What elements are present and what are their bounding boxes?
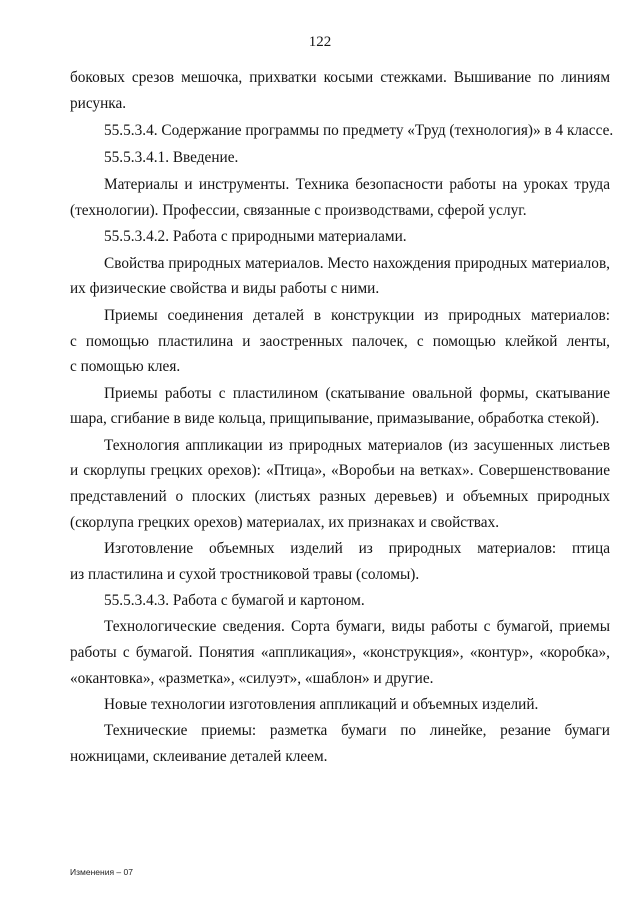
text-line: (технологии). Профессии, связанные с производствами, сферой услуг.: [70, 202, 527, 219]
text-line: Свойства природных материалов. Место нахождения природных материалов,: [104, 255, 610, 272]
text-line: с помощью клея.: [70, 358, 181, 375]
text-line: рисунка.: [70, 95, 127, 112]
text-line: их физические свойства и виды работы с ними.: [70, 280, 380, 297]
text-line: Технические приемы: разметка бумаги по линейке, резание бумаги: [104, 722, 610, 739]
section-heading: 55.5.3.4.2. Работа с природными материалами.: [104, 228, 407, 245]
footer-note: Изменения – 07: [70, 867, 133, 877]
text-line: шара, сгибание в виде кольца, прищипывание, примазывание, обработка стекой).: [70, 410, 600, 427]
text-line: с помощью пластилина и заостренных палочек, с помощью клейкой ленты,: [70, 333, 610, 350]
page-number: 122: [308, 34, 332, 50]
text-line: Приемы соединения деталей в конструкции из природных материалов:: [104, 307, 610, 324]
section-heading: 55.5.3.4. Содержание программы по предмету «Труд (технология)» в 4 классе.: [104, 122, 614, 139]
text-line: боковых срезов мешочка, прихватки косыми стежками. Вышивание по линиям: [70, 69, 610, 86]
text-line: из пластилина и сухой тростниковой травы (соломы).: [70, 566, 420, 583]
text-line: Технология аппликации из природных материалов (из засушенных листьев: [104, 437, 610, 454]
text-line: Материалы и инструменты. Техника безопасности работы на уроках труда: [104, 176, 610, 193]
section-heading: 55.5.3.4.3. Работа с бумагой и картоном.: [104, 592, 365, 609]
text-line: Новые технологии изготовления аппликаций и объемных изделий.: [104, 696, 539, 713]
text-line: представлений о плоских (листьях разных деревьев) и объемных природных: [70, 488, 610, 505]
text-line: Приемы работы с пластилином (скатывание овальной формы, скатывание: [104, 385, 610, 402]
text-line: Изготовление объемных изделий из природных материалов: птица: [104, 540, 610, 557]
text-line: работы с бумагой. Понятия «аппликация», «конструкция», «контур», «коробка»,: [70, 644, 610, 661]
text-line: (скорлупа грецких орехов) материалах, их признаках и свойствах.: [70, 514, 500, 531]
text-line: и скорлупы грецких орехов): «Птица», «Воробьи на ветках». Совершенствование: [70, 462, 610, 479]
section-heading: 55.5.3.4.1. Введение.: [104, 149, 239, 166]
text-line: Технологические сведения. Сорта бумаги, виды работы с бумагой, приемы: [104, 618, 610, 635]
text-line: «окантовка», «разметка», «силуэт», «шаблон» и другие.: [70, 670, 434, 687]
text-line: ножницами, склеивание деталей клеем.: [70, 748, 328, 765]
